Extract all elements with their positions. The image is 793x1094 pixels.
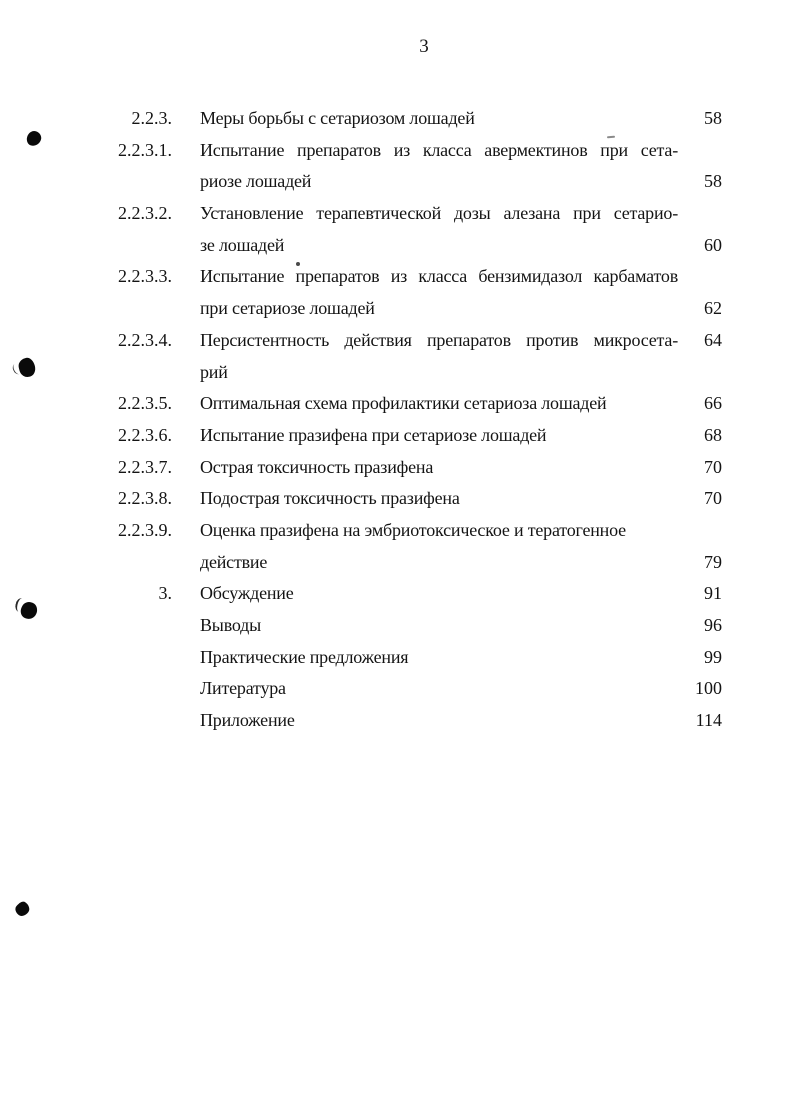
- toc-row-page-number: 99: [704, 646, 722, 667]
- toc-row: [90, 261, 722, 293]
- toc-row-page-number: 70: [704, 488, 722, 509]
- toc-row: [90, 610, 722, 642]
- toc-row-section-number: [90, 705, 172, 737]
- toc-row: [90, 578, 722, 610]
- page-number: 3: [419, 36, 429, 57]
- toc-row-title: Выводы: [200, 615, 262, 635]
- toc-row-page-number: 68: [704, 424, 722, 445]
- toc-row-title: Оптимальная схема профилактики сетариоза лошадей: [200, 393, 607, 414]
- toc-row-page-number: 58: [704, 171, 722, 192]
- toc-row-page-number: 70: [704, 456, 722, 477]
- toc-row-section-number: 2.2.3.6.: [118, 424, 172, 445]
- toc-row-page-number: 114: [695, 710, 722, 731]
- toc-row-section-number: 2.2.3.: [131, 108, 172, 128]
- toc-row-title: Обсуждение: [200, 583, 294, 604]
- toc-row-page-number: 100: [695, 678, 722, 699]
- toc-row: [90, 388, 722, 420]
- toc-row-title: рий: [200, 361, 228, 382]
- toc-row-title: при сетариозе лошадей: [200, 298, 375, 319]
- toc-row-section-number: [90, 293, 172, 325]
- toc-row-section-number: [90, 642, 172, 674]
- toc-row-title: Персистентность действия препаратов против микросета-: [200, 329, 678, 350]
- toc-row-section-number: 2.2.3.7.: [118, 456, 172, 477]
- toc-row-page-number: [678, 198, 722, 230]
- toc-row-page-number: 58: [704, 108, 722, 128]
- toc-row-section-number: 2.2.3.4.: [118, 329, 172, 350]
- toc-row: [90, 357, 722, 389]
- toc-row-page-number: 96: [704, 615, 722, 635]
- toc-row-page-number: 62: [704, 298, 722, 319]
- toc-row-section-number: 2.2.3.9.: [118, 519, 172, 540]
- toc-row-section-number: 3.: [158, 583, 172, 604]
- toc-row: [90, 166, 722, 198]
- toc-row: [90, 325, 722, 357]
- toc-row-title: Испытание празифена при сетариозе лошадей: [200, 424, 547, 445]
- toc-row-section-number: [90, 610, 172, 642]
- ink-blot-artifact: [13, 899, 32, 918]
- toc-row-title: Острая токсичность празифена: [200, 456, 434, 477]
- toc-row-title: Приложение: [200, 710, 295, 731]
- toc-row: [90, 673, 722, 705]
- toc-row-title: Литература: [200, 678, 286, 699]
- ink-blot-artifact: [25, 129, 43, 147]
- ink-blot-artifact: [18, 599, 40, 621]
- table-of-contents: [90, 103, 722, 737]
- ink-blot-artifact: [17, 356, 37, 378]
- toc-row-page-number: 64: [704, 329, 722, 350]
- toc-row-title: Оценка празифена на эмбриотоксическое и тератогенное: [200, 519, 626, 540]
- toc-row-page-number: [678, 515, 722, 547]
- toc-row-section-number: 2.2.3.5.: [118, 393, 172, 414]
- toc-row: [90, 230, 722, 262]
- toc-row: [90, 452, 722, 484]
- toc-row: [90, 420, 722, 452]
- toc-row-page-number: [678, 135, 722, 167]
- toc-row: [90, 483, 722, 515]
- toc-row: [90, 642, 722, 674]
- toc-row-title: Установление терапевтической дозы алезана при сетарио-: [200, 203, 678, 224]
- toc-row-title: риозе лошадей: [200, 171, 312, 192]
- toc-row: [90, 547, 722, 579]
- toc-row-section-number: 2.2.3.8.: [118, 488, 172, 509]
- toc-row-title: действие: [200, 551, 268, 572]
- scan-speck-artifact: [296, 262, 300, 266]
- toc-row-title: Меры борьбы с сетариозом лошадей: [200, 108, 475, 128]
- toc-row-title: Подострая токсичность празифена: [200, 488, 460, 509]
- toc-row-page-number: 91: [704, 583, 722, 604]
- toc-row-section-number: 2.2.3.1.: [118, 139, 172, 160]
- toc-row-section-number: [90, 357, 172, 389]
- toc-row-title: зе лошадей: [200, 234, 285, 255]
- toc-row-section-number: 2.2.3.3.: [118, 266, 172, 287]
- toc-row-section-number: [90, 230, 172, 262]
- toc-row-section-number: [90, 673, 172, 705]
- toc-row-section-number: [90, 547, 172, 579]
- toc-row: [90, 293, 722, 325]
- toc-row-page-number: [678, 261, 722, 293]
- toc-row-title: Практические предложения: [200, 646, 409, 667]
- toc-row: [90, 103, 722, 135]
- toc-row-page-number: [678, 357, 722, 389]
- toc-row-title: Испытание препаратов из класса бензимидазол карбаматов: [200, 266, 678, 287]
- toc-row: [90, 705, 722, 737]
- toc-row: [90, 135, 722, 167]
- toc-row-title: Испытание препаратов из класса авермектинов при сета-: [200, 139, 678, 160]
- toc-row: [90, 515, 722, 547]
- toc-row-page-number: 66: [704, 393, 722, 414]
- toc-row-section-number: [90, 166, 172, 198]
- toc-row-page-number: 79: [704, 551, 722, 572]
- toc-row-page-number: 60: [704, 234, 722, 255]
- toc-row: [90, 198, 722, 230]
- toc-row-section-number: 2.2.3.2.: [118, 203, 172, 224]
